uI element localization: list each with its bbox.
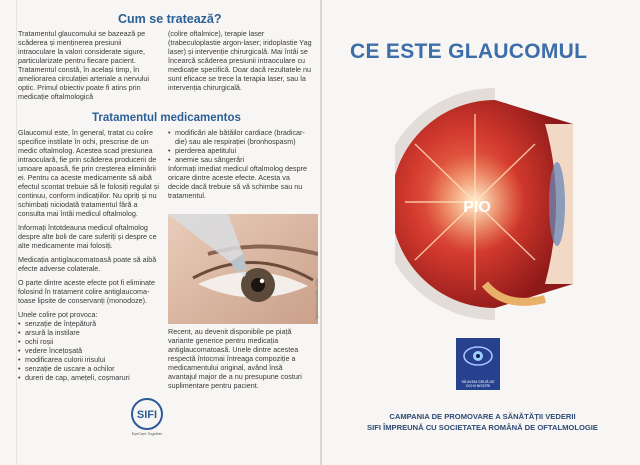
list-item: • vedere încețoșată	[25, 346, 163, 355]
logo-text: SIFI	[136, 409, 158, 421]
side-effects-list-continued	[168, 128, 313, 164]
center-fold	[320, 0, 322, 465]
side-effects-note: Medicația antiglaucomatoasă poate să aibă efecte adverse colaterale.	[18, 255, 157, 273]
list-item: • ochi roșii	[25, 337, 163, 346]
medication-column-2-top	[168, 128, 313, 200]
effects-intro: Unele colire pot provoca:	[18, 310, 98, 319]
sifi-logo	[125, 394, 169, 438]
medication-intro: Glaucomul este, în general, tratat cu colire specifice instilate în ochi, prescrise de un medic oftalmolog. Acestea scad presiunea intraoculară, fie prin scăderea producerii de umoare apoasă, fie prin creșterea eliminării ei. Pentru ca aceste medicamente să aibă efectul scontat trebuie să le folosiți regulat și continuu, conform indicațiilor. Nu opriți și nu schimbați niciodată tratamentul fără a consulta mai întâi medicul oftalmolog.	[18, 128, 160, 218]
side-effects-list	[18, 319, 163, 382]
list-item: • dureri de cap, amețeli, coșmaruri	[25, 373, 163, 382]
preservative-free-note: O parte dintre aceste efecte pot fi eliminate folosind în tratament colire antiglaucoma-toase lipsite de conservanți (monodoze).	[18, 278, 156, 305]
list-item: • modificări ale bătăilor cardiace (bradicar-die) sau ale respirației (bronhospasm)	[175, 128, 313, 146]
pio-label: PIO	[463, 199, 491, 216]
logo-tagline: EyeCare Together	[131, 432, 163, 436]
badge-caption: SĂ AVEM GRIJĂ DE OCHII NOȘTRI	[461, 380, 495, 388]
report-effects-note: Informați imediat medicul oftalmolog despre oricare dintre aceste efecte. Acesta va decide dacă trebuie să vă schimbe sau nu tratamentul.	[168, 164, 308, 200]
section-title-treatment: Cum se tratează?	[118, 12, 222, 26]
eye-cross-section-illustration	[395, 84, 585, 324]
campaign-text	[330, 411, 635, 433]
left-edge-crease	[16, 0, 17, 465]
campaign-line-1: CAMPANIA DE PROMOVARE A SĂNĂTĂȚII VEDERII	[389, 412, 576, 421]
list-item: • senzație de înțepătură	[25, 319, 163, 328]
cover-title: CE ESTE GLAUCOMUL	[350, 40, 588, 63]
campaign-line-2: SIFI ÎMPREUNĂ CU SOCIETATEA ROMÂNĂ DE OFTALMOLOGIE	[367, 423, 598, 432]
list-item: • anemie sau sângerări	[175, 155, 313, 164]
generic-medication-paragraph: Recent, au devenit disponibile pe piață variante generice pentru medicația antiglaucomatoasă. Unele dintre acestea respectă întocmai întreaga compoziție a medicamentului original, având însă avantajul major de a nu presupune costuri suplimentare pentru pacient.	[168, 327, 302, 390]
list-item: • arsură la instilare	[25, 328, 163, 337]
treatment-paragraph-col2: (colire oftalmice), terapie laser (trabeculoplastie argon-laser; iridoplastie Yag laser) și intervenție chirurgicală. Mai întâi se încearcă scăderea presiunii intraoculare cu medicație specifică. Doar dacă rezultatele nu sunt eficace se trece la terapia laser, sau la intervenția chirurgicală.	[168, 29, 312, 92]
list-item: • pierderea apetitului	[175, 146, 313, 155]
section-title-medication: Tratamentul medicamentos	[92, 112, 241, 124]
list-item: • modificarea culorii irisului	[25, 355, 163, 364]
list-item: • senzație de uscare a ochilor	[25, 364, 163, 373]
print-date: Tipărit Decembrie 2010	[314, 278, 319, 320]
inform-doctor-note: Informați întotdeauna medicul oftalmolog despre alte boli de care suferiți și despre ce alte medicamente mai folosiți.	[18, 223, 157, 250]
eye-drop-photo	[168, 214, 318, 324]
treatment-paragraph-col1: Tratamentul glaucomului se bazează pe scăderea și menținerea presiunii intraoculare la valori considerate sigure, particularizate pentru fiecare pacient. Tratamentul constă, în același timp, în ameliorarea circulației arteriale a nervului optic. Primul obiectiv poate fi atins prin medicație oftalmologică	[18, 29, 150, 101]
medication-column-1	[18, 128, 163, 382]
